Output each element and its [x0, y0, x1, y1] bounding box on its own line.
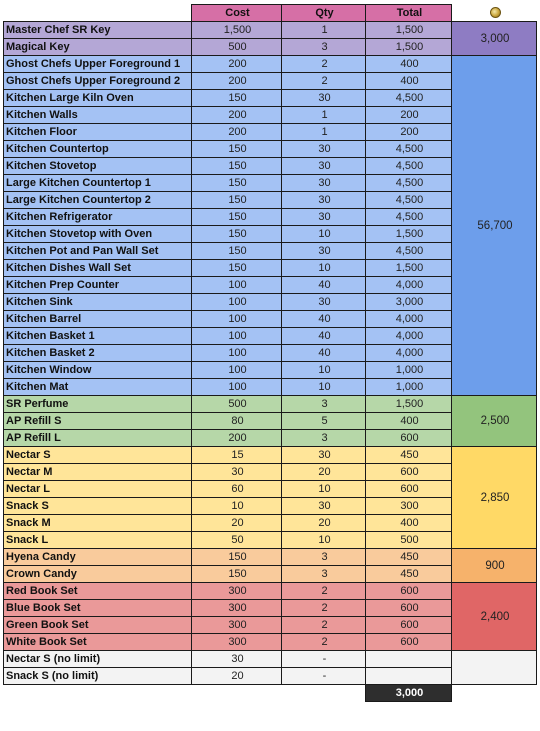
item-name-cell[interactable]: Kitchen Sink [4, 294, 192, 311]
item-name-cell[interactable]: AP Refill L [4, 430, 192, 447]
qty-cell[interactable]: 30 [282, 175, 366, 192]
cost-cell[interactable]: 20 [192, 515, 282, 532]
qty-cell[interactable]: 1 [282, 124, 366, 141]
item-name-cell[interactable]: Kitchen Large Kiln Oven [4, 90, 192, 107]
qty-cell[interactable]: 10 [282, 260, 366, 277]
total-cell[interactable]: 1,500 [366, 39, 452, 56]
grand-total-cell[interactable]: 3,000 [366, 685, 452, 702]
item-name-cell[interactable]: Kitchen Prep Counter [4, 277, 192, 294]
item-name-cell[interactable]: Kitchen Dishes Wall Set [4, 260, 192, 277]
qty-cell[interactable]: 3 [282, 549, 366, 566]
cost-cell[interactable]: 200 [192, 430, 282, 447]
table-row [4, 651, 537, 668]
total-cell[interactable]: 1,500 [366, 226, 452, 243]
total-cell[interactable]: 1,500 [366, 260, 452, 277]
cost-cell[interactable]: 10 [192, 498, 282, 515]
cost-cell[interactable]: 100 [192, 345, 282, 362]
total-cell[interactable] [366, 651, 452, 668]
item-name-cell[interactable]: Large Kitchen Countertop 2 [4, 192, 192, 209]
total-cell[interactable]: 600 [366, 617, 452, 634]
qty-cell[interactable]: 10 [282, 226, 366, 243]
header-currency[interactable] [452, 5, 537, 22]
qty-cell[interactable]: - [282, 651, 366, 668]
group-total-cell[interactable]: 2,850 [452, 447, 537, 549]
group-total-cell[interactable]: 2,400 [452, 583, 537, 651]
qty-cell[interactable]: - [282, 668, 366, 685]
cost-cell[interactable]: 200 [192, 73, 282, 90]
item-name-cell[interactable]: Kitchen Stovetop with Oven [4, 226, 192, 243]
cost-cell[interactable]: 150 [192, 158, 282, 175]
cost-cell[interactable]: 150 [192, 549, 282, 566]
cost-cell[interactable]: 200 [192, 124, 282, 141]
item-name-cell[interactable]: Kitchen Barrel [4, 311, 192, 328]
group-total-cell[interactable]: 3,000 [452, 22, 537, 56]
qty-cell[interactable]: 30 [282, 158, 366, 175]
cost-cell[interactable]: 150 [192, 243, 282, 260]
item-name-cell[interactable]: White Book Set [4, 634, 192, 651]
table-row [4, 56, 537, 73]
item-name-cell[interactable]: SR Perfume [4, 396, 192, 413]
total-cell[interactable]: 450 [366, 566, 452, 583]
item-name-cell[interactable]: Kitchen Refrigerator [4, 209, 192, 226]
item-name-cell[interactable]: Crown Candy [4, 566, 192, 583]
total-cell[interactable]: 1,000 [366, 379, 452, 396]
qty-cell[interactable]: 2 [282, 73, 366, 90]
item-name-cell[interactable]: Ghost Chefs Upper Foreground 1 [4, 56, 192, 73]
empty-cell [4, 685, 192, 702]
cost-cell[interactable]: 150 [192, 226, 282, 243]
total-cell[interactable]: 4,000 [366, 345, 452, 362]
header-cost[interactable]: Cost [192, 5, 282, 22]
qty-cell[interactable]: 30 [282, 498, 366, 515]
empty-cell [282, 685, 366, 702]
qty-cell[interactable]: 30 [282, 294, 366, 311]
qty-cell[interactable]: 10 [282, 362, 366, 379]
item-name-cell[interactable]: Snack S [4, 498, 192, 515]
group-total-cell[interactable]: 56,700 [452, 56, 537, 396]
item-name-cell[interactable]: Kitchen Stovetop [4, 158, 192, 175]
cost-cell[interactable]: 1,500 [192, 22, 282, 39]
group-total-cell[interactable]: 900 [452, 549, 537, 583]
item-name-cell[interactable]: Nectar S (no limit) [4, 651, 192, 668]
table-row [4, 447, 537, 464]
total-cell[interactable]: 600 [366, 430, 452, 447]
qty-cell[interactable]: 30 [282, 447, 366, 464]
qty-cell[interactable]: 2 [282, 600, 366, 617]
cost-cell[interactable]: 100 [192, 379, 282, 396]
total-cell[interactable]: 1,500 [366, 22, 452, 39]
item-name-cell[interactable]: Kitchen Basket 2 [4, 345, 192, 362]
item-name-cell[interactable]: Magical Key [4, 39, 192, 56]
cost-cell[interactable]: 30 [192, 464, 282, 481]
cost-cell[interactable]: 150 [192, 209, 282, 226]
item-name-cell[interactable]: Snack L [4, 532, 192, 549]
sheet-body [4, 22, 537, 702]
total-cell[interactable]: 1,000 [366, 362, 452, 379]
item-name-cell[interactable]: Snack M [4, 515, 192, 532]
item-name-cell[interactable]: Kitchen Mat [4, 379, 192, 396]
header-total[interactable]: Total [366, 5, 452, 22]
qty-cell[interactable]: 10 [282, 481, 366, 498]
qty-cell[interactable]: 10 [282, 532, 366, 549]
item-name-cell[interactable]: Kitchen Countertop [4, 141, 192, 158]
cost-cell[interactable]: 150 [192, 566, 282, 583]
total-cell[interactable]: 600 [366, 583, 452, 600]
cost-cell[interactable]: 60 [192, 481, 282, 498]
qty-cell[interactable]: 40 [282, 328, 366, 345]
qty-cell[interactable]: 3 [282, 566, 366, 583]
cost-cell[interactable]: 100 [192, 294, 282, 311]
total-cell[interactable]: 400 [366, 56, 452, 73]
header-row [4, 5, 537, 22]
cost-cell[interactable]: 200 [192, 107, 282, 124]
item-name-cell[interactable]: Nectar L [4, 481, 192, 498]
qty-cell[interactable]: 2 [282, 617, 366, 634]
qty-cell[interactable]: 2 [282, 634, 366, 651]
total-cell[interactable]: 300 [366, 498, 452, 515]
total-cell[interactable]: 4,000 [366, 311, 452, 328]
total-cell[interactable]: 4,500 [366, 192, 452, 209]
group-total-cell[interactable]: 2,500 [452, 396, 537, 447]
item-name-cell[interactable]: Kitchen Basket 1 [4, 328, 192, 345]
total-cell[interactable]: 4,500 [366, 90, 452, 107]
group-total-cell[interactable] [452, 651, 537, 685]
total-cell[interactable]: 500 [366, 532, 452, 549]
cost-cell[interactable]: 500 [192, 396, 282, 413]
shop-cost-sheet [3, 4, 537, 702]
cost-cell[interactable]: 150 [192, 175, 282, 192]
total-cell[interactable]: 4,500 [366, 209, 452, 226]
item-name-cell[interactable]: Nectar S [4, 447, 192, 464]
qty-cell[interactable]: 30 [282, 209, 366, 226]
total-cell[interactable]: 4,500 [366, 175, 452, 192]
total-cell[interactable]: 4,500 [366, 158, 452, 175]
item-name-cell[interactable]: Kitchen Pot and Pan Wall Set [4, 243, 192, 260]
header-blank [4, 5, 192, 22]
cost-cell[interactable]: 300 [192, 583, 282, 600]
total-cell[interactable] [366, 668, 452, 685]
cost-cell[interactable]: 500 [192, 39, 282, 56]
empty-cell [192, 685, 282, 702]
qty-cell[interactable]: 3 [282, 396, 366, 413]
cost-cell[interactable]: 30 [192, 651, 282, 668]
total-cell[interactable]: 200 [366, 124, 452, 141]
item-name-cell[interactable]: Blue Book Set [4, 600, 192, 617]
cost-cell[interactable]: 80 [192, 413, 282, 430]
coin-icon [490, 7, 501, 18]
cost-cell[interactable]: 100 [192, 311, 282, 328]
item-name-cell[interactable]: Kitchen Walls [4, 107, 192, 124]
qty-cell[interactable]: 30 [282, 141, 366, 158]
qty-cell[interactable]: 20 [282, 464, 366, 481]
item-name-cell[interactable]: Kitchen Window [4, 362, 192, 379]
cost-cell[interactable]: 100 [192, 328, 282, 345]
total-cell[interactable]: 4,000 [366, 328, 452, 345]
total-cell[interactable]: 400 [366, 413, 452, 430]
total-cell[interactable]: 4,500 [366, 243, 452, 260]
table-row [4, 583, 537, 600]
qty-cell[interactable]: 2 [282, 56, 366, 73]
cost-cell[interactable]: 300 [192, 600, 282, 617]
cost-cell[interactable]: 50 [192, 532, 282, 549]
table-row [4, 396, 537, 413]
total-cell[interactable]: 450 [366, 447, 452, 464]
cost-cell[interactable]: 15 [192, 447, 282, 464]
total-cell[interactable]: 450 [366, 549, 452, 566]
total-cell[interactable]: 600 [366, 464, 452, 481]
qty-cell[interactable]: 3 [282, 430, 366, 447]
item-name-cell[interactable]: Nectar M [4, 464, 192, 481]
item-name-cell[interactable]: Snack S (no limit) [4, 668, 192, 685]
qty-cell[interactable]: 40 [282, 345, 366, 362]
qty-cell[interactable]: 1 [282, 22, 366, 39]
item-name-cell[interactable]: Large Kitchen Countertop 1 [4, 175, 192, 192]
cost-cell[interactable]: 300 [192, 617, 282, 634]
item-name-cell[interactable]: Kitchen Floor [4, 124, 192, 141]
cost-cell[interactable]: 150 [192, 192, 282, 209]
qty-cell[interactable]: 30 [282, 90, 366, 107]
total-cell[interactable]: 400 [366, 73, 452, 90]
cost-cell[interactable]: 100 [192, 362, 282, 379]
empty-cell [452, 685, 537, 702]
cost-cell[interactable]: 200 [192, 56, 282, 73]
qty-cell[interactable]: 40 [282, 311, 366, 328]
qty-cell[interactable]: 1 [282, 107, 366, 124]
qty-cell[interactable]: 3 [282, 39, 366, 56]
total-cell[interactable]: 600 [366, 634, 452, 651]
cost-cell[interactable]: 300 [192, 634, 282, 651]
qty-cell[interactable]: 5 [282, 413, 366, 430]
total-cell[interactable]: 600 [366, 481, 452, 498]
table-row [4, 549, 537, 566]
cost-cell[interactable]: 150 [192, 260, 282, 277]
cost-cell[interactable]: 150 [192, 90, 282, 107]
cost-cell[interactable]: 100 [192, 277, 282, 294]
cost-cell[interactable]: 20 [192, 668, 282, 685]
qty-cell[interactable]: 40 [282, 277, 366, 294]
total-cell[interactable]: 4,500 [366, 141, 452, 158]
qty-cell[interactable]: 2 [282, 583, 366, 600]
total-cell[interactable]: 3,000 [366, 294, 452, 311]
total-cell[interactable]: 4,000 [366, 277, 452, 294]
total-cell[interactable]: 200 [366, 107, 452, 124]
qty-cell[interactable]: 30 [282, 192, 366, 209]
item-name-cell[interactable]: Ghost Chefs Upper Foreground 2 [4, 73, 192, 90]
item-name-cell[interactable]: AP Refill S [4, 413, 192, 430]
item-name-cell[interactable]: Hyena Candy [4, 549, 192, 566]
cost-cell[interactable]: 150 [192, 141, 282, 158]
grand-total-row [4, 685, 537, 702]
total-cell[interactable]: 400 [366, 515, 452, 532]
total-cell[interactable]: 1,500 [366, 396, 452, 413]
header-qty[interactable]: Qty [282, 5, 366, 22]
qty-cell[interactable]: 30 [282, 243, 366, 260]
total-cell[interactable]: 600 [366, 600, 452, 617]
item-name-cell[interactable]: Red Book Set [4, 583, 192, 600]
table-row [4, 22, 537, 39]
item-name-cell[interactable]: Master Chef SR Key [4, 22, 192, 39]
item-name-cell[interactable]: Green Book Set [4, 617, 192, 634]
qty-cell[interactable]: 20 [282, 515, 366, 532]
qty-cell[interactable]: 10 [282, 379, 366, 396]
